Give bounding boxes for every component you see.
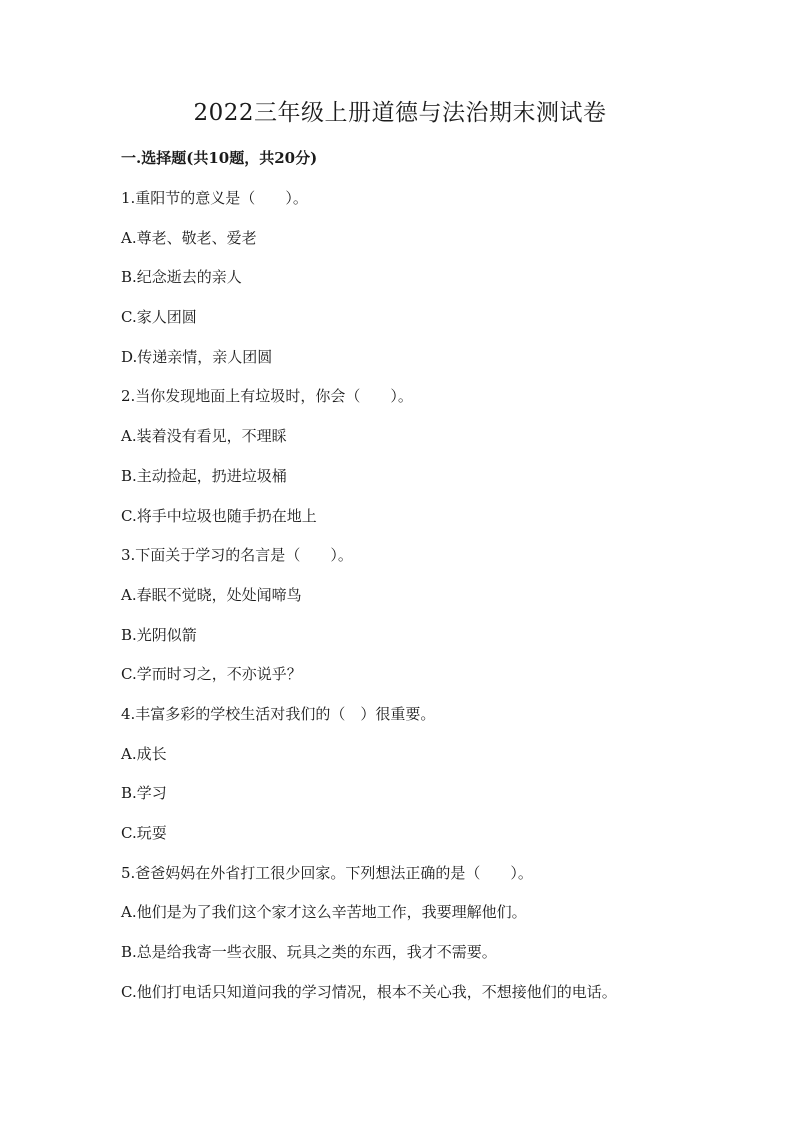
option-5b: B.总是给我寄一些衣服、玩具之类的东西，我才不需要。 xyxy=(121,943,497,962)
question-stem-2: 2.当你发现地面上有垃圾时，你会（ ）。 xyxy=(121,387,413,406)
exam-title: 2022三年级上册道德与法治期末测试卷 xyxy=(193,100,607,126)
option-5c: C.他们打电话只知道问我的学习情况，根本不关心我，不想接他们的电话。 xyxy=(121,982,617,1001)
option-1d: D.传递亲情，亲人团圆 xyxy=(121,347,273,366)
option-2b: B.主动捡起，扔进垃圾桶 xyxy=(121,466,287,485)
option-4c: C.玩耍 xyxy=(121,824,167,842)
option-5a: A.他们是为了我们这个家才这么辛苦地工作，我要理解他们。 xyxy=(121,903,527,922)
option-1b: B.纪念逝去的亲人 xyxy=(121,268,242,287)
option-1a: A.尊老、敬老、爱老 xyxy=(121,228,257,247)
question-stem-4: 4.丰富多彩的学校生活对我们的（ ）很重要。 xyxy=(121,704,436,723)
option-3a: A.春眠不觉晓，处处闻啼鸟 xyxy=(121,585,302,604)
question-stem-1: 1.重阳节的意义是（ ）。 xyxy=(121,189,308,207)
option-1c: C.家人团圆 xyxy=(121,308,197,327)
option-3c: C.学而时习之，不亦说乎？ xyxy=(121,665,302,684)
option-4b: B.学习 xyxy=(121,784,167,803)
question-stem-5: 5.爸爸妈妈在外省打工很少回家。下列想法正确的是（ ）。 xyxy=(121,863,533,882)
option-3b: B.光阴似箭 xyxy=(121,625,197,644)
option-4a: A.成长 xyxy=(121,744,167,763)
question-list xyxy=(121,186,761,1019)
question-stem-3: 3.下面关于学习的名言是（ ）。 xyxy=(121,546,353,565)
option-2a: A.装着没有看见，不理睬 xyxy=(121,427,287,446)
option-2c: C.将手中垃圾也随手扔在地上 xyxy=(121,506,317,525)
section-heading: 一.选择题(共10题，共20分) xyxy=(121,149,318,167)
